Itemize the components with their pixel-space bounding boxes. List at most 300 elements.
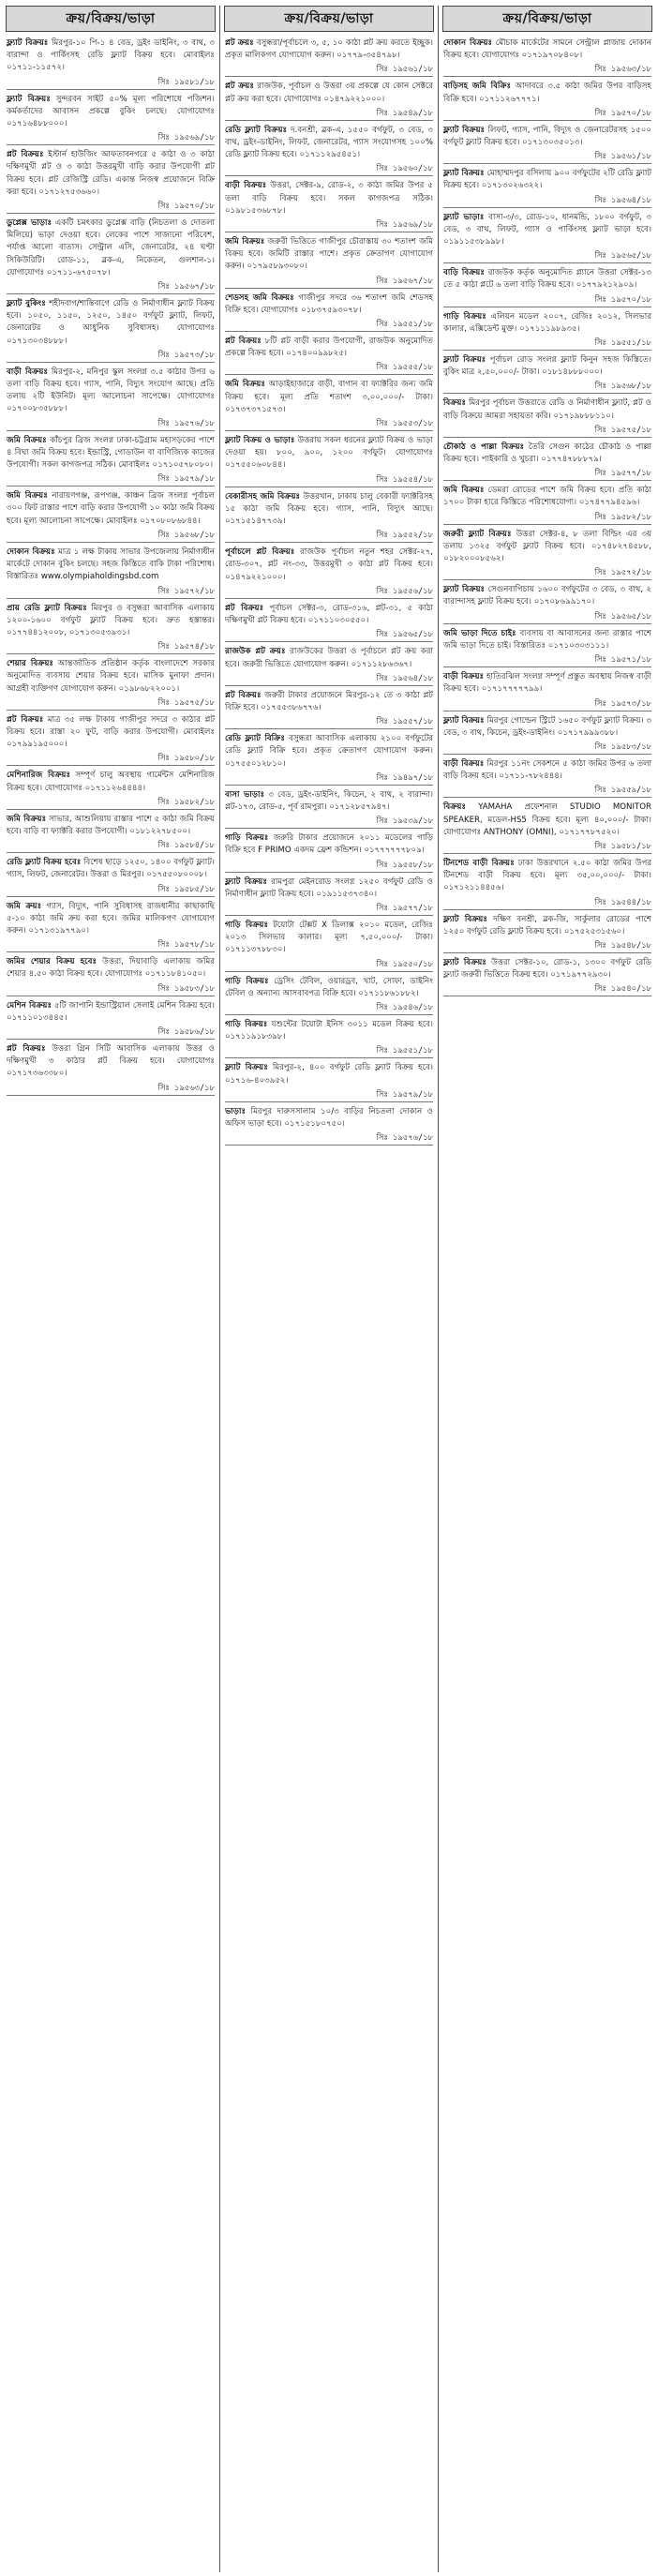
ad-code: সিঃ ১৯৫৭২/১৮ (594, 567, 651, 577)
ad-code: সিঃ ১৯৫৪০/১৮ (594, 983, 651, 994)
classified-ad (441, 529, 654, 581)
ad-body: YAMAHA প্রফেশনাল STUDIO MONITOR SPEAKER, মডেল-HS5 বিক্রয় হবে। মূল্য ৪০,০০০/- টাকা। যোগাযোগঃ ANTHONY (OMNI), ০১৭১৭৭৮৭৫২০। (443, 802, 651, 837)
ad-separator (225, 872, 433, 873)
ad-title: শেডসহ জমি বিক্রয়ঃ (225, 292, 294, 303)
ad-title: বাড়ী বিক্রয়ঃ (7, 367, 49, 377)
classified-ad (4, 435, 217, 487)
ad-title: প্লট বিক্রয়ঃ (225, 337, 262, 347)
ad-body: নারায়ণগঞ্জ, রূপগঞ্জ, কাঞ্চন ব্রিজ সংলগ্ন পূর্বাচল ৩০০ ফিট রাস্তার পাশে বাড়ি করার উপযোগী ১০ কাঠা জমি বিক্রয় হবে। মূল্য আলোচনা সাপেক্ষে। মোবাইলঃ ০১৭০৮০৮৬৮৪৪। (7, 491, 216, 526)
classified-ad (222, 491, 436, 544)
ad-code: সিঃ ১৯৫৭৩/১৮ (157, 349, 215, 359)
ad-text (7, 217, 215, 279)
ad-separator (225, 971, 433, 972)
ad-body: শহীদবাগ/শান্তিবাগে রেডি ও নির্মাণাধীন ফ্ল্যাট বিক্রয় হবে। ১০৫০, ১১৫০, ১২৫০, ১৪৫০ বর্গফুট ফ্ল্যাট, লিফট, জেনারেটর ও আধুনিক সুবিধাসহ। যোগাযোগঃ ০১৭১৩০৩৪৮৮৮। (7, 299, 215, 346)
ad-separator (7, 542, 215, 543)
ad-separator (7, 765, 215, 766)
ad-separator (7, 486, 215, 487)
ad-separator (225, 785, 433, 786)
ad-separator (225, 915, 433, 916)
ad-separator (443, 76, 651, 77)
classified-ad (222, 1062, 436, 1101)
ad-text (7, 956, 215, 981)
classified-ad (222, 876, 436, 916)
ad-code: সিঃ ১৯৫৭০/১৮ (594, 293, 651, 304)
classified-ad (441, 442, 654, 481)
ad-separator (7, 430, 215, 431)
ad-text (225, 292, 433, 317)
ad-separator (225, 288, 433, 289)
ad-text (7, 714, 215, 752)
classified-ad (441, 715, 654, 755)
ad-body: গাজীপুর সদরে ৩৬ শতাংশ জমি শেডসহ বিক্রি হবে। যোগাযোগঃ ০১৮৩৭৫৯৩০৭৮। (225, 292, 434, 315)
ad-body: মিরপুর গোল্ডেন স্ট্রিটে ১৬৫০ বর্গফুট ফ্ল্যাট বিক্রয়। ৩ বেড, ৩ বাথ, কিচেন, ড্রইং-ডাইনিং। ০১৭১৭৯৯৯৩৮৮। (443, 715, 651, 738)
ad-title: রাজউক প্লট ক্রয়ঃ (225, 647, 286, 657)
ad-code: সিঃ ১৯৫৬৩/১৮ (594, 64, 651, 74)
ad-code: সিঃ ১৯৫৪৮/১৮ (594, 939, 651, 950)
classified-ad (4, 149, 217, 214)
ad-separator (7, 213, 215, 214)
ad-body: ডেমরা রোডের পাশে জমি বিক্রয় হবে। প্রতি কাঠা ১৭০০ টাকা হারে কিস্তিতে পরিশোধযোগ্য। ০১৭৪৭৭৯৪৫৯৬। (443, 486, 652, 508)
ad-text (443, 858, 651, 895)
ad-title: রেডি ফ্ল্যাট বিক্রয়ঃ (225, 125, 288, 135)
ad-body: ব্যবসায় বা আবাসনের জন্য রাস্তার পাশে জমি ভাড়া দিতে চাই। বিস্তারিতঃ ০১৭১০৩০৩১১১। (443, 628, 651, 651)
classified-ad (222, 789, 436, 829)
ad-body: আন্তর্জাতিক প্রতিষ্ঠান কর্তৃক বাংলাদেশে সরকার অনুমোদিত ব্যবসায় শেয়ার বিক্রয় হবে। মাসিক মুনাফা প্রদান। আগ্রহী ব্যক্তিগণ যোগাযোগ করুন। ০১৯৮৬৮২২০০১। (7, 659, 216, 694)
ad-body: উত্তরা সেক্টর-৪, ৮ তলা বিল্ডিং এর ৩য় তলায় ১৩২৫ বর্গফুট ফ্ল্যাট বিক্রয় হবে। ০১৭৪৮২৭৪৫৮৮, ০১৮২০০০৮৫৬২। (443, 529, 651, 564)
ad-code: সিঃ ১৯৫৫১/১৮ (594, 337, 651, 348)
ad-title: জমি বিক্রয়ঃ (7, 435, 47, 445)
ad-code: সিঃ ১৯৫৪৯/১৮ (376, 107, 433, 117)
ad-code: সিঃ ১৯৫৬০/১৮ (376, 163, 433, 173)
ad-separator (7, 896, 215, 897)
classified-ad (441, 858, 654, 910)
ad-code: সিঃ ১৯৫৭৯/১৮ (376, 1088, 433, 1099)
ad-text (7, 94, 215, 131)
ad-code: সিঃ ১৯৫৭৭/১৮ (594, 468, 651, 478)
ad-code: সিঃ ১৯৫৫১/১৮ (376, 319, 433, 329)
ad-title: গাড়ি বিক্রয়ঃ (225, 1019, 268, 1029)
ad-body: মিরপুর-১০ পি-১ ৪ বেড, ড্রইং ডাইনিং, ৩ বাথ, ৩ বারান্দা ও পার্কিংসহ রেডি ফ্ল্যাট বিক্রয় হবে। মোবাইলঃ ০১৭১১-১১৫৭২। (7, 38, 215, 73)
ad-text (443, 311, 651, 336)
ad-text (225, 81, 433, 105)
classifieds-column-3 (441, 6, 654, 2572)
ad-body: হাতিরঝিল সংলগ্ন সম্পূর্ণ প্রস্তুত অবস্থায় নিজস্ব বাড়ী বিক্রয় হবে। ০১৭১৭৭৭৭৭৯৯। (443, 672, 651, 695)
classified-ad (4, 603, 217, 655)
ad-text (225, 435, 433, 472)
ad-code: সিঃ ১৯৫৫৮/১৮ (376, 859, 433, 869)
ad-text (443, 529, 651, 566)
ad-text (443, 715, 651, 740)
ad-separator (7, 809, 215, 810)
ad-text (443, 125, 651, 149)
ad-body: একটি চমৎকার ডুপ্লেক্স বাড়ি (নিচতলা ও দোতলা মিলিয়ে) ভাড়া দেওয়া হবে। লেকের পাশে সাজানো পরিবেশ, পর্যাপ্ত আলো বাতাস। সেন্ট্রাল এসি, জেনারেটর, ২৪ ঘণ্টা সিকিউরিটি। রোড-১১, ব্লক-এ, নিকেতন, গুলশান-১। যোগাযোগঃ ০১৭১১-৬৭৫০৭৮। (7, 218, 216, 277)
ad-code: সিঃ ১৯৫৩৯/১৮ (376, 816, 433, 826)
ad-code: সিঃ ১৯৫৮৩/১৮ (157, 982, 215, 993)
ad-separator (443, 207, 651, 208)
ad-text (7, 770, 215, 794)
ad-code: সিঃ ১৯৫৮০/১৮ (157, 753, 215, 763)
ad-code: সিঃ ১৯৫৮৫/১৮ (157, 883, 215, 893)
ad-text (443, 628, 651, 652)
ad-code: সিঃ ১৯৫৬১/১৮ (376, 64, 433, 74)
ad-title: বাড়ী বিক্রয়ঃ (443, 758, 485, 769)
classified-ad (222, 81, 436, 120)
ad-text (7, 901, 215, 938)
ad-text (443, 584, 651, 608)
ad-title: ফ্ল্যাট বিক্রয়ঃ (443, 715, 485, 726)
column-header: ক্রয়/বিক্রয়/ভাড়া (224, 6, 434, 32)
ad-body: ৫টি জাপানি ইন্ডাস্ট্রিয়াল সেলাই মেশিন বিক্রয় হবে। ০১৭১১০১৩৪৪৫। (7, 1000, 216, 1023)
ad-separator (7, 89, 215, 90)
ad-code: সিঃ ১৯৪৯৭/১৮ (376, 771, 433, 782)
ad-code: সিঃ ১৯৫৭৫/১৮ (594, 424, 651, 434)
ad-title: ফ্ল্যাট বিক্রয়ঃ (7, 94, 51, 104)
ad-separator (225, 331, 433, 332)
ad-title: জমির শেয়ার বিক্রয় হবেঃ (7, 957, 97, 967)
classified-ad (4, 367, 217, 431)
ad-title: গাড়ি বিক্রয়ঃ (225, 976, 269, 986)
ad-title: ফ্ল্যাট ভাড়াঃ (443, 212, 485, 222)
ad-title: বেকারীসহ জমি বিক্রয়ঃ (225, 491, 301, 502)
ad-code: সিঃ ১৯৫৭৬/১৮ (157, 417, 215, 427)
classified-ad (4, 490, 217, 543)
ad-text (7, 149, 215, 199)
ad-separator (7, 951, 215, 952)
ad-title: ফ্ল্যাট বিক্রয়ঃ (443, 585, 486, 595)
ad-code: সিঃ ১৯৫৫৫/১৮ (376, 362, 433, 372)
ad-body: তৈরি সেগুন কাঠের চৌকাঠ ও পাল্লা বিক্রয় হবে। পাইকারি ও খুচরা। ০১৭৭৪৭৮৮৮৭৯। (443, 442, 651, 465)
ad-text (443, 168, 651, 192)
ad-text (7, 435, 215, 472)
ad-code: সিঃ ১৯৫৬১/১৮ (594, 151, 651, 161)
ad-code: সিঃ ১৯৫৬৯/১৮ (376, 219, 433, 230)
ad-separator (443, 262, 651, 263)
ad-body: বিশেষ ছাড়ে ১২৫০, ১৪০০ বর্গফুট ফ্ল্যাট। গ্যাস, লিফট, জেনারেটর। উত্তরা ও মিরপুর। ০১৭৫৫০৮০০০৮। (7, 858, 215, 880)
ad-separator (443, 952, 651, 953)
ad-title: ফ্ল্যাট বিক্রয়ঃ (443, 957, 486, 967)
ad-body: উত্তরা, দিয়াবাড়ি এলাকায় জমির শেয়ার ৪.৫০ কাঠা বিক্রয় হবে। যোগাযোগঃ ০১৭১১৮৪১০৫০। (7, 957, 216, 980)
ad-body: সম্পূর্ণ চালু অবস্থায় গার্মেন্টস মেশিনারিজ বিক্রয় হবে। যোগাযোগঃ ০১৭১১২৬৪৪৪৪। (7, 771, 215, 793)
ad-body: মোহাম্মদপুর বসিলায় ৯০০ বর্গফুটের ২টি রেডি ফ্ল্যাট বিক্রয় হবে। ০১৭১৩০২৬৩২২। (443, 169, 651, 191)
ad-code: সিঃ ১৯৫৫৭/১৮ (376, 716, 433, 726)
ad-title: চৌকাঠ ও পাল্লা বিক্রয়ঃ (443, 442, 525, 452)
ad-separator (443, 437, 651, 438)
ad-code: সিঃ ১৯৫৫৯/১৮ (594, 785, 651, 795)
ad-separator (7, 144, 215, 145)
ad-code: সিঃ ১৯৫৭১/১৮ (594, 654, 651, 665)
ad-text (443, 354, 651, 379)
ad-text (225, 547, 433, 584)
ad-text (7, 857, 215, 881)
ad-separator (7, 1095, 215, 1096)
ad-separator (443, 797, 651, 798)
ad-code: সিঃ ১৯৫৭৮/১৮ (157, 939, 215, 950)
ad-separator (225, 828, 433, 829)
ad-separator (225, 728, 433, 729)
ad-text (225, 646, 433, 670)
ad-code: সিঃ ১৯৫৪৪/১৮ (594, 896, 651, 906)
ad-body: রাজউক কর্তৃক অনুমোদিত প্ল্যানে উত্তরা সেক্টর-১৩ তে ৫ কাঠা প্লটে ৬ তলা বাড়ি বিক্রয় হবে। ০১৭৭৯২১২৯০৯। (443, 268, 651, 291)
ad-title: প্লট বিক্রয়ঃ (7, 1043, 46, 1054)
ad-separator (443, 623, 651, 624)
ad-code: সিঃ ১৯৫৮২/১৮ (594, 511, 651, 521)
ad-text (225, 690, 433, 714)
ad-separator (443, 853, 651, 854)
classified-ad (441, 168, 654, 207)
ad-text (225, 920, 433, 957)
classified-ad (4, 217, 217, 294)
classified-ad (4, 770, 217, 809)
classified-ad (222, 435, 436, 487)
ad-body: মৌচাক মার্কেটের সামনে সেন্ট্রাল প্লাজায় দোকান বিক্রয় হবে। যোগাযোগঃ ০১৭১৯৭০৮৪০৮। (443, 38, 651, 61)
ad-code: সিঃ ১৯৫৭২/১৮ (157, 585, 215, 595)
ad-text (225, 37, 433, 62)
ad-title: পূর্বাচলে প্লট বিক্রয়ঃ (225, 547, 295, 558)
ad-body: এলিয়ন মডেল ২০০৭, রেজিঃ ২০১২, সিলভার কালার, এক্সিডেন্ট মুক্ত। ০১৭১১১৯৮৯৩৫। (443, 311, 652, 334)
ad-code: সিঃ ১৯৫৫১/১৮ (376, 1045, 433, 1056)
ad-body: জরুরি টাকার প্রয়োজনে ২০১১ মডেলের গাড়ি বিক্রি হবে F PRIMO একদম ফ্রেশ কন্ডিশন। ০১৭৭৭৭৭৭৮০৯। (225, 833, 434, 856)
classified-ad (4, 1000, 217, 1040)
ad-text (443, 212, 651, 249)
ad-title: বাড়ী বিক্রয়ঃ (225, 181, 267, 191)
ad-separator (443, 480, 651, 481)
ad-title: প্লট বিক্রয়ঃ (225, 603, 264, 613)
ad-title: মেশিন বিক্রয়ঃ (7, 1000, 52, 1011)
ad-title: প্লট বিক্রয়ঃ (7, 714, 44, 725)
classified-ad (222, 646, 436, 685)
ad-separator (225, 542, 433, 543)
ad-body: মিরপুর-২, মনিপুর স্কুল সংলগ্ন ৩.৫ কাঠার উপর ৬ তলা বাড়ি বিক্রয় হবে। গ্যাস, পানি, বিদ্যুৎ সংযোগ আছে। প্রতি তলায় ২টি ইউনিট। মূল্য আলোচনা সাপেক্ষে। যোগাযোগঃ ০১৭০০৮৩৫৮৮৮। (7, 367, 215, 414)
ad-body: ড্রেসিং টেবিল, ওয়ারড্রব, খাট, সোফা, ডাইনিং টেবিল ও অন্যান্য আসবাবপত্র বিক্রি হবে। ০১৭১১৮৬১৮৮২। (225, 976, 434, 998)
ad-body: দ.বনশ্রী, ব্লক-এ, ১৫৫০ বর্গফুট, ৩ বেড, ৩ বাথ, ড্রইং-ডাইনিং, লিফট, জেনারেটর, গ্যাস সংযোগসহ ১০০% রেডি ফ্ল্যাট বিক্রয় হবে। ০১৭১১২৯৫৪৫১। (225, 125, 434, 160)
classified-ad (222, 690, 436, 729)
classified-ad (222, 976, 436, 1015)
ad-text (225, 733, 433, 771)
ad-title: জরুরী ফ্ল্যাট বিক্রয়ঃ (443, 529, 512, 539)
classified-ad (222, 292, 436, 332)
ad-text (225, 180, 433, 217)
classified-ad (441, 212, 654, 264)
ad-body: মিরপুর দারুসসালাম ১০/৩ বাড়ির নিচতলা দোকান ও অফিস ভাড়া হবে। ০১৭১৫১৮০৭৫০। (225, 1106, 433, 1129)
ad-code: সিঃ ১৯৫৭৫/১৮ (157, 696, 215, 707)
classified-ad (222, 37, 436, 77)
ad-body: ঢাকা উত্তরখানে ২.৫০ কাঠা জমির উপর টিনশেড বাড়ী বিক্রয় হবে। মূল্য ৩৫,০০,০০০/- টাকা। ০১৭১২১১৪৪৫৬। (443, 858, 652, 893)
ad-title: প্রায় রেডি ফ্ল্যাট বিক্রয়ঃ (7, 603, 87, 613)
ad-body: কাঁচপুর ব্রিজ সংলগ্ন ঢাকা-চট্টগ্রাম মহাসড়কের পাশে ৪ বিঘা জমি বিক্রয় হবে। ইন্ডাস্ট্রি, গোডাউন বা বাণিজ্যিক কাজের উপযোগী। সকল কাগজপত্র সঠিক। মোবাইলঃ ০১৭১০৫৭৮০৮০। (7, 435, 215, 471)
ad-body: জরুরী টাকার প্রয়োজনে মিরপুর-১২ তে ৩ কাঠা প্লট বিক্রি হবে। ০১৭৫৫৩৮৬৭৭৬। (225, 690, 433, 712)
ad-text (225, 603, 433, 627)
ad-separator (225, 1014, 433, 1015)
ad-body: বসুন্ধরা আবাসিক এলাকায় ২১০০ বর্গফুটের রেডি ফ্ল্যাট বিক্রি হবে। প্রকৃত ক্রেতাগণ যোগাযোগ করুন। ০১৭৫৫০১২৮১০। (225, 734, 433, 769)
ad-separator (7, 598, 215, 599)
ad-body: লিফট, গ্যাস, পানি, বিদ্যুৎ ও জেনারেটরসহ ১৫০০ বর্গফুট ফ্ল্যাট বিক্রয় হবে। ০১৭১৩০৩৫০১৩। (443, 125, 651, 148)
ad-title: শেয়ার বিক্রয়ঃ (7, 659, 53, 669)
ad-title: বাসা ভাড়াঃ (225, 789, 265, 800)
ad-title: বাড়িসহ জমি বিক্রিঃ (443, 82, 512, 92)
ad-title: দোকান বিক্রয়ঃ (7, 547, 55, 557)
ad-code: সিঃ ১৯৫৭৯/১৮ (157, 473, 215, 484)
ad-body: পূর্বাচল রোড সংলগ্ন ফ্ল্যাট কিনুন সহজ কিস্তিতে। বুকিং মাত্র ২,৫০,০০০/- টাকা। ০১৮১৪৮৮৮০০০। (443, 355, 651, 378)
classified-ad (441, 37, 654, 77)
classified-ad (222, 547, 436, 599)
ad-code: সিঃ ১৯৫৮১/১৮ (157, 76, 215, 86)
ad-code: সিঃ ১৯৫৭৪/১৮ (157, 641, 215, 651)
ad-text (225, 789, 433, 814)
classified-ad (441, 758, 654, 798)
ad-body: সেগুনবাগিচায় ১৬০০ বর্গফুটের ৩ বেড, ৩ বাথ, ২ বারান্দাসহ ফ্ল্যাট বিক্রয় হবে। ০১৭০৮৬৯৯১৭০। (443, 585, 652, 607)
ad-text (7, 814, 215, 838)
ad-title: ফ্ল্যাট বিক্রয়ঃ (443, 355, 486, 366)
ad-text (225, 976, 433, 1000)
ad-body: গ্যাস, বিদ্যুৎ, পানি সুবিধাসহ রাজধানীর কাছাকাছি ৫-১০ কাঠা জমি ক্রয় করা হবে। জমির মালিকগণ যোগাযোগ করুন। ০১৭১৩১৯৭৭৯০। (7, 901, 215, 936)
ad-body: উত্তরা, সেক্টর-৯, রোড-২, ৩ কাঠা জমির উপর ৫ তলা বাড়ি বিক্রয় হবে। সকল কাগজপত্র সঠিক। ০১৯৮১৫৩৬৮৭৮। (225, 181, 433, 216)
ad-body: রামপুরা মেইনরোড সংলগ্ন ১২৫০ বর্গফুট রেডি ও নির্মাণাধীন ফ্ল্যাট বিক্রয় হবে। ০১৯১১৫৩৭৩৪০। (225, 876, 433, 899)
ad-code: সিঃ ১৯৫৭০/১৮ (157, 201, 215, 211)
ad-title: গাড়ি বিক্রয়ঃ (443, 311, 486, 322)
ad-title: ফ্ল্যাট বিক্রয়ঃ (443, 125, 486, 135)
ad-body: মাত্র ৩৫ লক্ষ টাকায় গাজীপুর সদরে ৩ কাঠার প্লট বিক্রয় হবে। রাস্তা ২০ ফুট, বাড়ি করার উপযোগী। মোবাইলঃ ০১৭৯৯১৯৫০০০। (7, 714, 215, 750)
ad-separator (443, 524, 651, 525)
classified-ad (4, 1043, 217, 1096)
ad-code: সিঃ ১৯৫৬৫/১৮ (594, 250, 651, 261)
ad-text (7, 658, 215, 696)
ad-body: মিরপুর পূর্বাচল উত্তরাতে রেডি ও নির্মাণাধীন ফ্ল্যাট, প্লট ও বাড়ি বিক্রয়ে আমরা সহায়তা করি। ০১৭১৯৮৮৮১১০। (443, 398, 651, 421)
ad-text (225, 236, 433, 274)
ad-body: ৩ বেড, ড্রইং-ডাইনিং, কিচেন, ২ বাথ, ২ বারান্দা। প্লট-১৭৩, রোড-৫, পূর্ব রামপুরা। ০১৭১২৮৫৭৯৪৭। (225, 789, 434, 812)
classified-ad (222, 180, 436, 232)
ad-separator (225, 76, 433, 77)
classified-ad (441, 397, 654, 437)
ad-code: সিঃ ১৯৫৬৫/১৮ (594, 610, 651, 621)
ad-code: সিঃ ১৯৫৭০/১৮ (594, 107, 651, 117)
classified-ad (4, 547, 217, 599)
ad-body: জরুরী ভিত্তিতে গাজীপুর চৌরাস্তায় ৩০ শতাংশ জমি বিক্রয় হবে। জমিটি রাস্তার পাশে। প্রকৃত ক্রেতাগণ যোগাযোগ করুন। ০১৭৯৫৮৯৩০৮০। (225, 237, 434, 272)
ad-body: ৮টি প্লট বাড়ী করার উপযোগী, রাজউক অনুমোদিত প্রকল্পে বিক্রয় হবে। ০১৭৪০০৯৯৮২৫। (225, 337, 433, 359)
ad-text (225, 491, 433, 529)
classifieds-column-1 (4, 6, 217, 2572)
ad-body: মিরপুর-২, ৪০০ বর্গফুট রেডি ফ্ল্যাট বিক্রয় হবে। ০১৭১৬-৪০৩৯৫২। (225, 1063, 433, 1086)
classified-ad (441, 957, 654, 996)
ad-separator (225, 374, 433, 375)
ad-title: বিক্রয়ঃ (443, 802, 467, 813)
ad-text (7, 367, 215, 416)
ad-code: সিঃ ১৯৫৮৩/১৮ (594, 741, 651, 751)
ad-separator (443, 350, 651, 351)
classified-ad (441, 584, 654, 623)
ad-separator (225, 598, 433, 599)
ad-separator (225, 120, 433, 121)
classified-ad (222, 920, 436, 972)
classified-ad (441, 267, 654, 307)
ad-text (443, 758, 651, 783)
ad-separator (443, 163, 651, 164)
ad-title: প্লট ক্রয়ঃ (225, 38, 254, 48)
ad-body: ইস্টার্ন হাউজিং আফতাবনগরে ৫ কাঠা ও ৩ কাঠা দক্ষিণমুখী প্লট ও ৩ কাঠা উত্তরমুখী বাড়ি করার উপযোগী প্লট বিক্রয় হবে। প্লট রেজিস্ট্রি রেডি। একান্ত নিজস্ব প্রয়োজনে বিক্রি করা হবে। ০১৭১২৭৫৩৬৬০। (7, 150, 215, 197)
ad-body: রাজউক পূর্বাচল নতুন শহর সেক্টর-২৭, রোড-৩০৭, প্লট নং-৩৩, উত্তরমুখী ৩ কাঠা প্লট বিক্রয় হবে। ০১৪৭৯২২১০০০। (225, 547, 433, 582)
ad-code: সিঃ ১৯৫৬৯/১৮ (157, 132, 215, 142)
classified-ad (4, 94, 217, 146)
ad-title: জমি বিক্রয়ঃ (225, 237, 265, 247)
ad-title: জমি বিক্রয়ঃ (225, 380, 265, 390)
ad-title: গাড়ি বিক্রয়ঃ (225, 920, 269, 930)
column-header: ক্রয়/বিক্রয়/ভাড়া (6, 6, 216, 32)
ad-separator (7, 362, 215, 363)
classified-ad (441, 311, 654, 351)
ad-body: আড়াইহাজারে বাড়ী, বাগান বা ফ্যাক্টরির জন্য জমি বিক্রয় হবে। মূল্য প্রতি শতাংশ ৩,০০,০০০/- টাকা। ০১৭৩৭৩৭১৫৭৩। (225, 380, 434, 414)
ad-separator (225, 685, 433, 686)
ad-code: সিঃ ১৯৫৮১/১৮ (594, 840, 651, 850)
classified-ad (4, 37, 217, 90)
ad-body: সুন্দরবন সাইট ৫০% মূল্য পরিশোধে পজিশন। কর্মকর্তাদের আবাসন প্রকল্পে বুকিং চলছে। যোগাযোগঃ ০১৭১৬৪৮৮০০০। (7, 94, 215, 129)
ad-title: ফ্ল্যাট বিক্রয়ঃ (225, 876, 267, 887)
ad-title: জমি বিক্রয়ঃ (443, 486, 485, 496)
ad-title: প্লট বিক্রয়ঃ (225, 690, 262, 700)
classified-ad (4, 901, 217, 953)
classifieds-column-2 (222, 6, 436, 2572)
ad-body: মাত্র ১ লক্ষ টাকায় সাভার উপজেলায় নির্মাণাধীন মার্কেটে দোকান বুকিং চলছে। সহজ কিস্তিতে বাকি টাকা পরিশোধ। বিস্তারিতঃ www.olympiaholdingsbd.com (7, 547, 216, 582)
ad-body: বাসা-৩/৩, রোড-১০, ধানমন্ডি, ১৮০০ বর্গফুট, ৩ বেড, ৩ বাথ, লিফট, গ্যাস ও পার্কিংসহ ফ্ল্যাট ভাড়া হবে। ০১৯১১৫৩৮৯৯৮। (443, 212, 652, 247)
classified-ad (441, 801, 654, 854)
ad-title: ডুপ্লেক্স ভাড়াঃ (7, 218, 52, 229)
ad-title: ফ্ল্যাট বিক্রয়ঃ (443, 914, 487, 924)
ad-text (443, 671, 651, 696)
ad-code: সিঃ ১৯৫৮২/১৮ (157, 796, 215, 806)
ad-text (7, 1043, 215, 1081)
ad-title: ফ্ল্যাট বিক্রয় ও ভাড়াঃ (225, 436, 295, 446)
ad-code: সিঃ ১৯৫৬৪/১৮ (594, 194, 651, 204)
ad-code: সিঃ ১৯৫৫২/১৮ (376, 530, 433, 540)
ad-body: সাভার, আশুলিয়ায় রাস্তার পাশে ৫ কাঠা জমি বিক্রয় হবে। বাড়ি বা ফ্যাক্টরি করার উপযোগী। ০১৮১২২৭৮৫০০। (7, 814, 215, 836)
ad-body: রাজউকের উত্তরা ও পূর্বাচলে প্লট ক্রয় করা হবে। জরুরী ভিত্তিতে যোগাযোগ করুন। ০১৭১১২৮৬৩৬৭। (225, 647, 434, 669)
ad-code: সিঃ ১৯৫৮৬/১৮ (157, 1026, 215, 1036)
ad-title: ফ্ল্যাট বিক্রয়ঃ (7, 38, 49, 48)
ad-code: সিঃ ১৯৫৭৬/১৮ (376, 1132, 433, 1143)
ad-text (7, 547, 215, 584)
ad-separator (225, 1145, 433, 1146)
ad-separator (7, 710, 215, 711)
column-divider (438, 6, 439, 2572)
ad-separator (225, 1101, 433, 1102)
ad-code: সিঃ ১৯৫৬৩/১৮ (157, 1082, 215, 1092)
ad-code: সিঃ ১৯৫৫০/১৮ (376, 958, 433, 968)
ad-text (225, 1106, 433, 1131)
ad-separator (7, 1039, 215, 1040)
ad-separator (443, 666, 651, 667)
ad-code: সিঃ ১৯৫৫৪/১৮ (376, 473, 433, 484)
ad-body: পূর্বাচল সেক্টর-৩, রোড-৩১৬, প্লট-৩১, ৫ কাঠা দক্ষিণমুখী প্লট বিক্রয় হবে। ০১৭১১০৩০৫৫০। (225, 603, 433, 626)
classified-ad (222, 733, 436, 786)
ad-title: জমি বিক্রয়ঃ (7, 491, 48, 502)
ad-text (443, 37, 651, 62)
classified-ad (441, 354, 654, 394)
ad-body: উত্তরা সেক্টর-১০, রোড-১, ১৩০০ বর্গফুট রেডি ফ্ল্যাট জরুরী ভিত্তিতে বিক্রয় হবে। ০১৭১৯৭৭২৯৩০। (443, 957, 652, 981)
ad-body: মিরপুর ও বসুন্ধরা আবাসিক এলাকায় ১২০০-১৬০০ বর্গফুট ফ্ল্যাট বিক্রয় হবে। দ্রুত হস্তান্তর। ০১৭৭৪৪১২০০৮, ০১৭১৩০৫৩৯৩১। (7, 603, 215, 637)
ad-text (225, 1062, 433, 1086)
ad-separator (225, 641, 433, 642)
ad-text (225, 379, 433, 416)
ad-body: মিরপুর ১১নং সেকশনে ৫ কাঠা জমির উপর ৬ তলা বাড়ি বিক্রয় হবে। ০১৭১১-৭৮২৪৪৪। (443, 758, 652, 782)
ad-text (443, 485, 651, 509)
ad-body: রাজউক, পূর্বাচল ও উত্তরা ৩য় প্রকল্পে যে কোন সেক্টরে প্লট ক্রয় করা হবে। যোগাযোগঃ ০১৪৭৯২২১০০০। (225, 82, 434, 104)
ad-title: বাড়ি বিক্রয়ঃ (443, 268, 485, 278)
ad-title: ফ্ল্যাট বুকিংঃ (7, 299, 46, 309)
ad-text (443, 801, 651, 839)
ad-body: টয়োটা টেক্সট X ডিলাক্স ২০১০ মডেল, রেজিঃ ২০১৩ সিলভার কালার। মূল্য ৭,৫০,০০০/- টাকা। ০১৭১১৩৭৮৮৩০। (225, 920, 433, 955)
ad-separator (225, 1057, 433, 1058)
classified-ad (4, 956, 217, 996)
ad-text (7, 603, 215, 640)
classified-ad (222, 336, 436, 375)
